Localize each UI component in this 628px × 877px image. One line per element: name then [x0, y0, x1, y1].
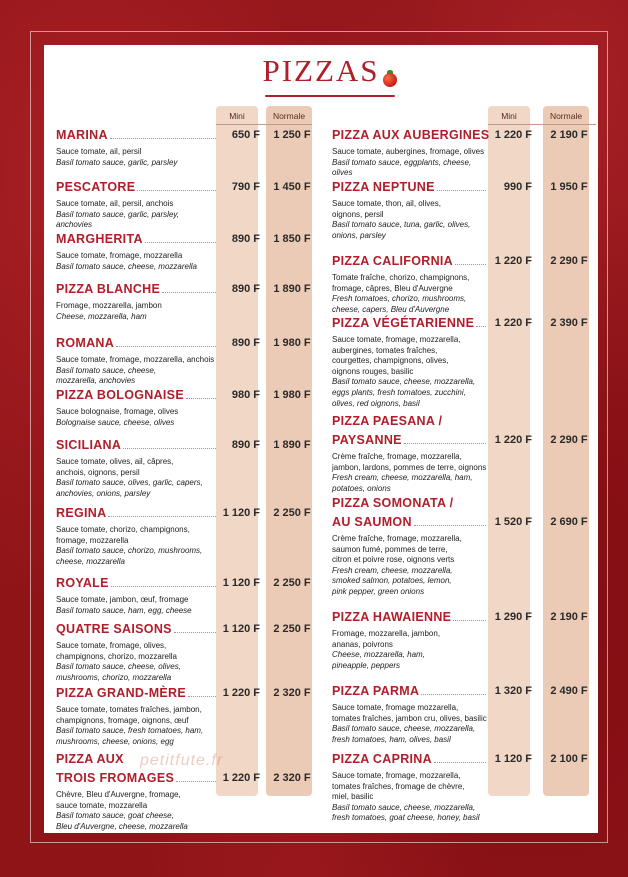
- description-en: Cheese, mozzarella, ham,: [332, 650, 425, 660]
- pizza-name: AU SAUMON: [332, 515, 412, 529]
- name-row: [56, 281, 218, 297]
- price-mini: 1 520 F: [494, 516, 532, 528]
- pizza-description: [56, 301, 216, 322]
- price-normale: 2 190 F: [550, 611, 588, 623]
- menu-item: [332, 495, 488, 598]
- price-mini: 890 F: [231, 233, 260, 245]
- menu-item: [56, 127, 218, 168]
- menu-item: [56, 387, 218, 428]
- price-normale: 1 980 F: [273, 389, 311, 401]
- pizza-name: PIZZA CAPRINA: [332, 752, 432, 766]
- description-fr: Sauce tomate, aubergines, fromage, olives: [332, 147, 485, 156]
- description-fr: Tomate fraîche, chorizo, champignons,: [332, 273, 470, 282]
- price-mini: 1 290 F: [494, 611, 532, 623]
- description-fr: Sauce tomate, ail, persil: [56, 147, 142, 156]
- pizza-description: [56, 705, 216, 747]
- description-en: fresh tomatoes, goat cheese, honey, basil: [332, 813, 480, 823]
- description-en: Basil tomato sauce, garlic, parsley: [56, 157, 178, 167]
- description-fr: fromage, mozzarella: [56, 535, 129, 545]
- description-en: eggs plants, fresh tomatoes, zucchini,: [332, 387, 466, 397]
- name-row: [56, 387, 218, 403]
- pizza-name-line1: PIZZA AUX: [56, 752, 124, 766]
- leader-dots: [108, 516, 216, 517]
- name-row: [332, 179, 488, 195]
- leader-dots: [437, 190, 486, 191]
- name-row: [56, 685, 218, 701]
- price-mini: 1 220 F: [494, 317, 532, 329]
- page-title: PIZZAS: [262, 53, 380, 88]
- description-fr: anchois, oignons, persil: [56, 467, 140, 477]
- description-en: Basil tomato sauce, goat cheese,: [56, 811, 174, 821]
- name-row: [56, 231, 218, 247]
- left-header-rule: [216, 124, 312, 125]
- name-row: [56, 437, 218, 453]
- description-en: Basil tomato sauce, olives, garlic, capers,: [56, 478, 203, 488]
- leader-dots: [434, 762, 486, 763]
- description-en: Basil tomato sauce, cheese, mozzarella,: [332, 724, 476, 734]
- name-row: [332, 751, 488, 767]
- title-block: [44, 53, 598, 89]
- name-row: [332, 514, 488, 530]
- pizza-description: [56, 595, 216, 616]
- pizza-name: PIZZA CALIFORNIA: [332, 254, 453, 268]
- description-en: Basil tomato sauce, garlic, parsley, anchovies: [56, 209, 180, 230]
- description-en: Basil tomato sauce, cheese, mozzarella: [56, 261, 197, 271]
- price-mini: 890 F: [231, 337, 260, 349]
- pizza-name-line1: PIZZA SOMONATA /: [332, 496, 454, 510]
- leader-dots: [110, 138, 216, 139]
- left-normale-header: Normale: [272, 111, 306, 121]
- menu-item: [56, 281, 218, 322]
- description-en: Basil tomato sauce, cheese,: [56, 365, 157, 375]
- menu-item: [56, 231, 218, 272]
- price-mini: 1 220 F: [222, 687, 260, 699]
- pizza-description: [332, 452, 492, 494]
- menu-item: [332, 179, 488, 241]
- pizza-name: PIZZA BOLOGNAISE: [56, 388, 184, 402]
- description-en: Basil tomato sauce, fresh tomatoes, ham,: [56, 726, 204, 736]
- pizza-name: PAYSANNE: [332, 433, 402, 447]
- description-fr: Sauce tomate, olives, ail, câpres,: [56, 457, 174, 466]
- leader-dots: [404, 443, 486, 444]
- pizza-name: TROIS FROMAGES: [56, 771, 175, 785]
- description-en: mozzarella, anchovies: [56, 376, 136, 386]
- menu-item: [56, 437, 218, 499]
- description-fr: courgettes, champignons, olives,: [332, 356, 449, 366]
- price-mini: 650 F: [231, 129, 260, 141]
- name-row: [56, 770, 218, 786]
- name-row: [56, 621, 218, 637]
- pizza-description: [56, 457, 216, 499]
- menu-item: [56, 335, 218, 387]
- leader-dots: [116, 346, 216, 347]
- pizza-description: [56, 147, 216, 168]
- description-en: fresh tomatoes, ham, olives, basil: [332, 734, 451, 744]
- menu-item: [332, 127, 488, 179]
- leader-dots: [137, 190, 216, 191]
- price-mini: 890 F: [231, 283, 260, 295]
- price-mini: 1 220 F: [222, 772, 260, 784]
- description-fr: Crème fraîche, fromage, mozzarella,: [332, 534, 462, 543]
- price-normale: 2 290 F: [550, 255, 588, 267]
- description-en: Bleu d'Auvergne, cheese, mozzarella: [56, 821, 188, 831]
- pizza-description: [332, 273, 492, 315]
- description-fr: Sauce bolognaise, fromage, olives: [56, 407, 179, 416]
- right-normale-header: Normale: [549, 111, 583, 121]
- name-row: [332, 127, 488, 143]
- pizza-description: [56, 407, 216, 428]
- price-mini: 1 220 F: [494, 255, 532, 267]
- description-fr: Fromage, mozzarella, jambon,: [332, 629, 441, 638]
- description-fr: citron et poivre rose, oignons verts: [332, 555, 455, 565]
- tomato-icon: [383, 73, 397, 87]
- description-fr: Sauce tomate, jambon, œuf, fromage: [56, 595, 189, 604]
- description-fr: jambon, lardons, pommes de terre, oignons: [332, 462, 487, 472]
- watermark: petitfute.fr: [140, 752, 224, 769]
- description-fr: Sauce tomate, ail, persil, anchois: [56, 199, 174, 208]
- description-fr: aubergines, tomates fraîches,: [332, 345, 438, 355]
- price-normale: 2 490 F: [550, 685, 588, 697]
- description-en: pineapple, peppers: [332, 660, 401, 670]
- price-normale: 1 980 F: [273, 337, 311, 349]
- description-en: Basil tomato sauce, chorizo, mushrooms,: [56, 546, 203, 556]
- pizza-name: REGINA: [56, 506, 107, 520]
- price-normale: 2 100 F: [550, 753, 588, 765]
- description-fr: Sauce tomate, tomates fraîches, jambon,: [56, 705, 202, 714]
- name-row: [332, 609, 488, 625]
- description-fr: Sauce tomate, fromage, mozzarella, anchois: [56, 355, 215, 364]
- name-row: [56, 127, 218, 143]
- menu-item: [332, 609, 488, 671]
- menu-item: [56, 505, 218, 567]
- right-mini-header: Mini: [501, 111, 517, 121]
- name-row: [56, 505, 218, 521]
- price-mini: 1 120 F: [222, 577, 260, 589]
- price-normale: 1 890 F: [273, 439, 311, 451]
- menu-item: [56, 685, 218, 747]
- pizza-description: [332, 629, 492, 671]
- description-fr: tomates fraîches, fromage de chèvre,: [332, 781, 465, 791]
- description-en: cheese, mozzarella: [56, 556, 125, 566]
- menu-item: [56, 575, 218, 616]
- description-fr: Sauce tomate, thon, ail, olives,: [332, 199, 441, 208]
- description-en: Bolognaise sauce, cheese, olives: [56, 417, 175, 427]
- leader-dots: [111, 586, 216, 587]
- price-normale: 2 320 F: [273, 687, 311, 699]
- description-en: Basil tomato sauce, tuna, garlic, olives,: [332, 220, 471, 230]
- description-fr: Sauce tomate, fromage, mozzarella,: [332, 771, 461, 780]
- description-fr: oignons, persil: [332, 209, 384, 219]
- description-fr: sauce tomate, mozzarella: [56, 800, 148, 810]
- menu-item: [332, 413, 488, 494]
- description-fr: Sauce tomate, fromage, mozzarella: [56, 251, 183, 260]
- description-fr: miel, basilic: [332, 792, 374, 802]
- price-mini: 1 120 F: [222, 623, 260, 635]
- description-fr: champignons, fromage, oignons, œuf: [56, 715, 189, 725]
- description-en: cheese, capers, Bleu d'Auvergne: [332, 304, 450, 314]
- menu-item: [332, 683, 488, 745]
- description-en: smoked salmon, potatoes, lemon,: [332, 576, 452, 586]
- pizza-name: PIZZA PARMA: [332, 684, 420, 698]
- description-fr: Sauce tomate, fromage, mozzarella,: [332, 335, 461, 344]
- price-mini: 790 F: [231, 181, 260, 193]
- description-fr: oignons rouges, basilic: [332, 366, 414, 376]
- price-normale: 1 850 F: [273, 233, 311, 245]
- leader-dots: [145, 242, 216, 243]
- price-normale: 2 290 F: [550, 434, 588, 446]
- description-en: Basil tomato sauce, cheese, mozzarella,: [332, 377, 476, 387]
- price-normale: 2 250 F: [273, 507, 311, 519]
- leader-dots: [414, 525, 486, 526]
- price-normale: 2 690 F: [550, 516, 588, 528]
- description-fr: fromage, câpres, Bleu d'Auvergne: [332, 283, 453, 293]
- pizza-name-line1: PIZZA PAESANA /: [332, 414, 443, 428]
- description-en: Fresh cream, cheese, mozzarella, ham,: [332, 473, 473, 483]
- description-fr: saumon fumé, pommes de terre,: [332, 544, 448, 554]
- name-row: [56, 179, 218, 195]
- menu-item: [56, 621, 218, 683]
- description-fr: Crème fraîche, fromage, mozzarella,: [332, 452, 462, 461]
- price-normale: 2 320 F: [273, 772, 311, 784]
- name-row: [332, 432, 488, 448]
- pizza-name: PIZZA NEPTUNE: [332, 180, 435, 194]
- name-row: [332, 315, 488, 331]
- price-mini: 990 F: [503, 181, 532, 193]
- price-normale: 1 450 F: [273, 181, 311, 193]
- title-underline: [265, 95, 395, 97]
- name-row: [56, 575, 218, 591]
- pizza-name: SICILIANA: [56, 438, 122, 452]
- pizza-name: PIZZA VÉGÉTARIENNE: [332, 316, 475, 330]
- description-en: Basil tomato sauce, ham, egg, cheese: [56, 605, 192, 615]
- price-normale: 2 250 F: [273, 577, 311, 589]
- name-row: [56, 335, 218, 351]
- description-en: pink pepper, green onions: [332, 586, 425, 596]
- pizza-description: [56, 525, 216, 567]
- left-mini-header: Mini: [229, 111, 245, 121]
- menu-item: [332, 253, 488, 315]
- pizza-name: PESCATORE: [56, 180, 136, 194]
- name-row: [332, 253, 488, 269]
- description-en: Fresh tomatoes, chorizo, mushrooms,: [332, 294, 467, 304]
- pizza-description: [56, 790, 216, 832]
- pizza-description: [332, 199, 492, 241]
- pizza-description: [56, 251, 216, 272]
- pizza-name: ROMANA: [56, 336, 115, 350]
- pizza-name: PIZZA BLANCHE: [56, 282, 161, 296]
- pizza-description: [332, 534, 492, 598]
- description-en: Cheese, mozzarella, ham: [56, 311, 147, 321]
- pizza-name: MARINA: [56, 128, 108, 142]
- description-fr: Sauce tomate, fromage, olives,: [56, 641, 167, 650]
- price-mini: 1 220 F: [494, 129, 532, 141]
- leader-dots: [123, 448, 216, 449]
- price-normale: 2 390 F: [550, 317, 588, 329]
- right-header-rule: [488, 124, 596, 125]
- description-fr: champignons, chorizo, mozzarella: [56, 651, 177, 661]
- price-normale: 2 190 F: [550, 129, 588, 141]
- description-en: potatoes, onions: [332, 483, 391, 493]
- description-en: onions, parsley: [332, 230, 386, 240]
- description-fr: Fromage, mozzarella, jambon: [56, 301, 162, 310]
- pizza-name: PIZZA HAWAIENNE: [332, 610, 452, 624]
- price-mini: 980 F: [231, 389, 260, 401]
- description-en: Basil tomato sauce, cheese, olives,: [56, 662, 181, 672]
- description-fr: ananas, poivrons: [332, 639, 393, 649]
- price-mini: 1 120 F: [494, 753, 532, 765]
- price-mini: 1 120 F: [222, 507, 260, 519]
- price-mini: 890 F: [231, 439, 260, 451]
- leader-dots: [421, 694, 486, 695]
- price-mini: 1 320 F: [494, 685, 532, 697]
- pizza-description: [56, 199, 216, 231]
- price-normale: 2 250 F: [273, 623, 311, 635]
- price-normale: 1 890 F: [273, 283, 311, 295]
- pizza-description: [332, 771, 492, 824]
- description-en: Basil tomato sauce, eggplants, cheese, olives: [332, 157, 472, 178]
- menu-item: [332, 751, 488, 824]
- description-en: mushrooms, cheese, onions, egg: [56, 736, 174, 746]
- description-en: Basil tomato sauce, cheese, mozzarella,: [332, 802, 476, 812]
- pizza-description: [332, 147, 492, 179]
- pizza-description: [332, 703, 492, 745]
- description-en: olives, red oignons, basil: [332, 398, 420, 408]
- description-fr: tomates fraîches, jambon cru, olives, basilic: [332, 713, 487, 723]
- description-en: mushrooms, chorizo, mozzarella: [56, 672, 172, 682]
- price-normale: 1 250 F: [273, 129, 311, 141]
- description-en: anchovies, onions, parsley: [56, 488, 151, 498]
- description-en: Fresh cream, cheese, mozzarella,: [332, 565, 453, 575]
- pizza-name: PIZZA AUX AUBERGINES: [332, 128, 490, 142]
- menu-panel: [44, 45, 598, 833]
- description-fr: Sauce tomate, chorizo, champignons,: [56, 525, 190, 534]
- pizza-name: QUATRE SAISONS: [56, 622, 172, 636]
- pizza-description: [56, 641, 216, 683]
- description-fr: Chèvre, Bleu d'Auvergne, fromage,: [56, 790, 181, 799]
- pizza-description: [332, 335, 492, 409]
- name-row: [332, 683, 488, 699]
- menu-item: [332, 315, 488, 409]
- price-mini: 1 220 F: [494, 434, 532, 446]
- pizza-name: PIZZA GRAND-MÈRE: [56, 686, 187, 700]
- menu-item: [56, 179, 218, 231]
- price-normale: 1 950 F: [550, 181, 588, 193]
- pizza-name: ROYALE: [56, 576, 109, 590]
- description-fr: Sauce tomate, fromage mozzarella,: [332, 703, 459, 712]
- pizza-name: MARGHERITA: [56, 232, 143, 246]
- pizza-description: [56, 355, 216, 387]
